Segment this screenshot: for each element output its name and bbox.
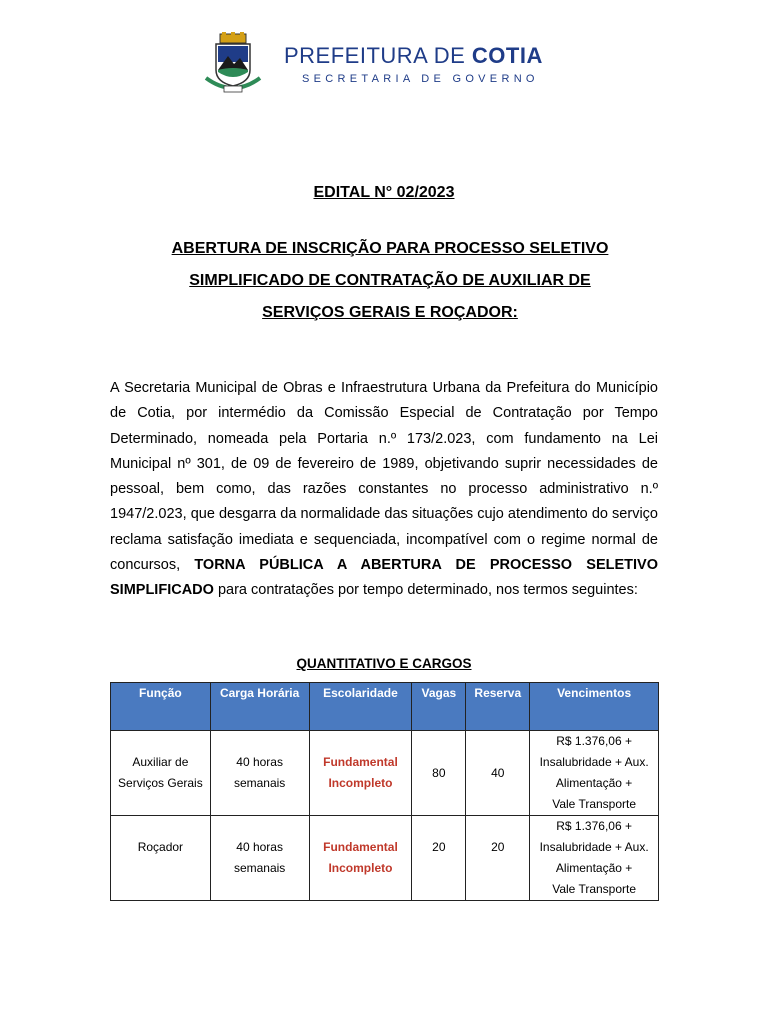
column-header: Carga Horária (210, 683, 309, 731)
subtitle-line: SIMPLIFICADO DE CONTRATAÇÃO DE AUXILIAR DE (189, 272, 591, 289)
cell-escolaridade: Fundamental Incompleto (309, 731, 412, 816)
column-header: Vagas (412, 683, 466, 731)
table-header-row (111, 683, 659, 731)
cell-escolaridade: Fundamental Incompleto (309, 816, 412, 901)
table-row (111, 731, 659, 816)
cell-carga: 40 horas semanais (210, 816, 309, 901)
cell-reserva: 20 (466, 816, 530, 901)
cell-vencimentos: R$ 1.376,06 + Insalubridade + Aux. Alimentação + Vale Transporte (530, 731, 659, 816)
column-header: Escolaridade (309, 683, 412, 731)
cell-vagas: 80 (412, 731, 466, 816)
column-header: Reserva (466, 683, 530, 731)
cell-reserva: 40 (466, 731, 530, 816)
letterhead (200, 32, 560, 96)
cell-carga: 40 horas semanais (210, 731, 309, 816)
document-subtitle (110, 233, 670, 329)
table-title: QUANTITATIVO E CARGOS (296, 656, 472, 671)
column-header: Vencimentos (530, 683, 659, 731)
column-header: Função (111, 683, 211, 731)
cell-vencimentos: R$ 1.376,06 + Insalubridade + Aux. Alimentação + Vale Transporte (530, 816, 659, 901)
cell-vagas: 20 (412, 816, 466, 901)
brand-name: PREFEITURA DE COTIA (284, 43, 543, 68)
body-paragraph: A Secretaria Municipal de Obras e Infraestrutura Urbana da Prefeitura do Município de Cotia, por intermédio da Comissão Especial de Contratação por Tempo Determinado, nomeada pela Portaria n.º 173/2.023, com fundamento na Lei Municipal nº 301, de 09 de fevereiro de 1989, objetivando suprir necessidades de pessoal, bem como, das razões constantes no processo administrativo n.º 1947/2.023, que desgarra da normalidade das situações cujo atendimento do serviço reclama satisfação imediata e sequenciada, incompatível com o regime normal de concursos, TORNA PÚBLICA A ABERTURA DE PROCESSO SELETIVO SIMPLIFICADO para contratações por tempo determinado, nos termos seguintes: (110, 380, 658, 599)
cell-funcao: Roçador (111, 816, 211, 901)
positions-table (110, 682, 659, 901)
subtitle-line: SERVIÇOS GERAIS E ROÇADOR: (262, 304, 518, 321)
subtitle-line: ABERTURA DE INSCRIÇÃO PARA PROCESSO SELETIVO (171, 240, 609, 257)
cell-funcao: Auxiliar de Serviços Gerais (111, 731, 211, 816)
coat-of-arms-icon (200, 32, 266, 94)
document-title: EDITAL N° 02/2023 (313, 184, 455, 201)
department-name: SECRETARIA DE GOVERNO (302, 73, 539, 85)
table-row (111, 816, 659, 901)
